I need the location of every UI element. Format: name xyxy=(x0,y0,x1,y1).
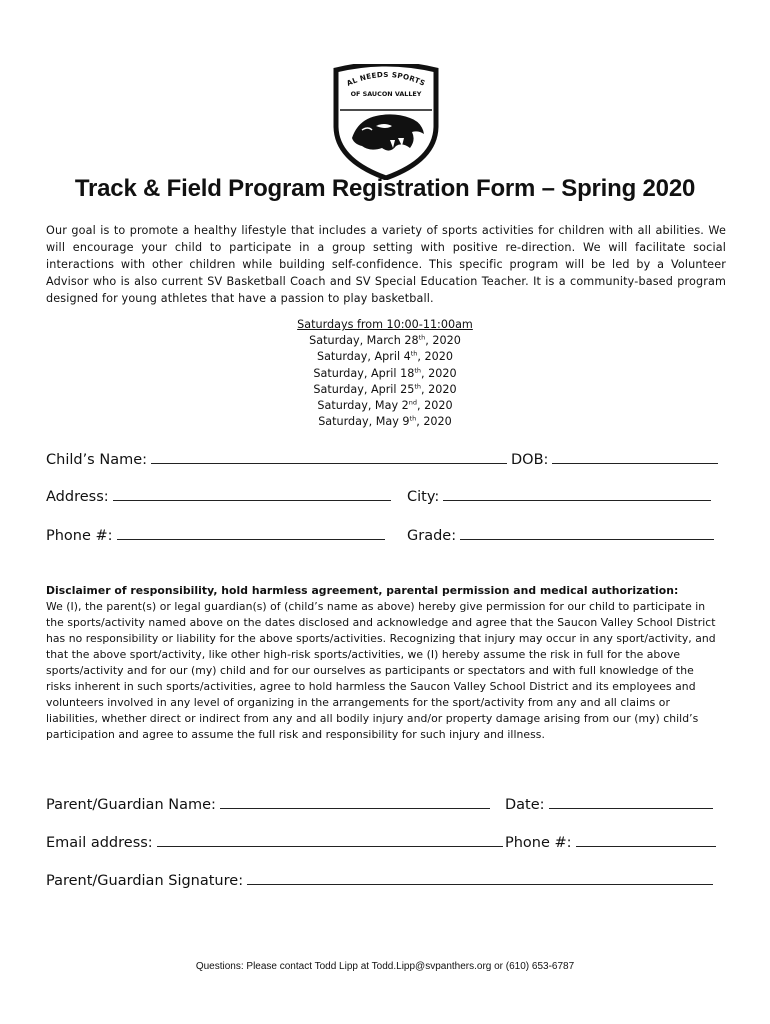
date-field[interactable] xyxy=(505,797,713,813)
disclaimer xyxy=(46,583,722,743)
grade-field[interactable] xyxy=(407,528,714,544)
child-phone-line[interactable] xyxy=(117,538,385,540)
logo-line1: AL NEEDS SPORTS xyxy=(345,69,427,88)
address-line[interactable] xyxy=(113,499,391,501)
schedule-date: Saturday, April 25th, 2020 xyxy=(313,382,457,396)
signature-line[interactable] xyxy=(247,883,713,885)
address-label: Address: xyxy=(46,489,109,505)
signature-label: Parent/Guardian Signature: xyxy=(46,873,244,889)
email-line[interactable] xyxy=(157,845,503,847)
city-line[interactable] xyxy=(443,499,711,501)
email-field[interactable] xyxy=(46,835,503,851)
address-field[interactable] xyxy=(46,489,391,505)
schedule-heading: Saturdays from 10:00-11:00am xyxy=(297,318,473,331)
child-phone-field[interactable] xyxy=(46,528,385,544)
child-name-label: Child’s Name: xyxy=(46,452,148,468)
guardian-name-field[interactable] xyxy=(46,797,490,813)
schedule xyxy=(0,317,770,430)
schedule-date: Saturday, April 4th, 2020 xyxy=(316,349,454,364)
shield-logo-icon xyxy=(332,64,440,180)
schedule-date: Saturday, May 9th, 2020 xyxy=(318,414,452,429)
schedule-date: Saturday, April 18th, 2020 xyxy=(313,365,457,380)
logo-line2: OF SAUCON VALLEY xyxy=(350,90,422,98)
disclaimer-heading: Disclaimer of responsibility, hold harmless agreement, parental permission and medical authorization: xyxy=(46,584,679,597)
grade-label: Grade: xyxy=(407,528,457,544)
child-phone-label: Phone #: xyxy=(46,528,113,544)
dob-label: DOB: xyxy=(511,452,549,468)
email-label: Email address: xyxy=(46,835,153,851)
city-field[interactable] xyxy=(407,489,711,505)
date-line[interactable] xyxy=(549,807,713,809)
guardian-phone-label: Phone #: xyxy=(505,835,572,851)
city-label: City: xyxy=(407,489,440,505)
guardian-phone-line[interactable] xyxy=(576,845,716,847)
date-label: Date: xyxy=(505,797,545,813)
disclaimer-body: We (I), the parent(s) or legal guardian(s) of (child’s name as above) hereby give permission for our child to participate in the sports/activity named above on the dates disclosed and acknowledge and agree that the Saucon Valley School District has no responsibility or liability for the above sports/activities. Recognizing that injury may occur in any sport/activity, and that the above sport/activity, like other high-risk sports/activities, we (I) hereby assume the risk in full for the above sports/activity and for our (my) child and for our ourselves as participants or spectators and with full knowledge of the risks inherent in such sports/activities, agree to hold harmless the Saucon Valley School District and its employees and volunteers involved in any level of organizing in the arrangements for the sport/activity from any and all claims or liabilities, whether direct or indirect from any and all bodily injury and/or property damage arising from our (my) child’s participation and agree to assume the full risk and responsibility for such injury and illness. xyxy=(46,600,716,741)
schedule-date: Saturday, March 28th, 2020 xyxy=(309,333,461,348)
contact-footer: Questions: Please contact Todd Lipp at Todd.Lipp@svpanthers.org or (610) 653-6787 xyxy=(195,961,575,972)
grade-line[interactable] xyxy=(460,538,714,540)
child-name-line[interactable] xyxy=(151,462,507,464)
dob-field[interactable] xyxy=(511,452,718,468)
guardian-phone-field[interactable] xyxy=(505,835,716,851)
page-title: Track & Field Program Registration Form – Spring 2020 xyxy=(74,175,696,202)
schedule-date: Saturday, May 2nd, 2020 xyxy=(317,398,453,413)
child-name-field[interactable] xyxy=(46,452,507,468)
dob-line[interactable] xyxy=(552,462,718,464)
intro-paragraph: Our goal is to promote a healthy lifestyle that includes a variety of sports activities for children with all abilities. We will encourage your child to participate in a group setting with positive re-direction. We will facilitate social interactions with other children while building self-confidence. This specific program will be led by a Volunteer Advisor who is also current SV Basketball Coach and SV Special Education Teacher. It is a community-based program designed for young athletes that have a passion to play basketball. xyxy=(46,224,726,305)
club-logo xyxy=(332,64,440,180)
guardian-name-label: Parent/Guardian Name: xyxy=(46,797,216,813)
signature-field[interactable] xyxy=(46,873,713,889)
guardian-name-line[interactable] xyxy=(220,807,490,809)
